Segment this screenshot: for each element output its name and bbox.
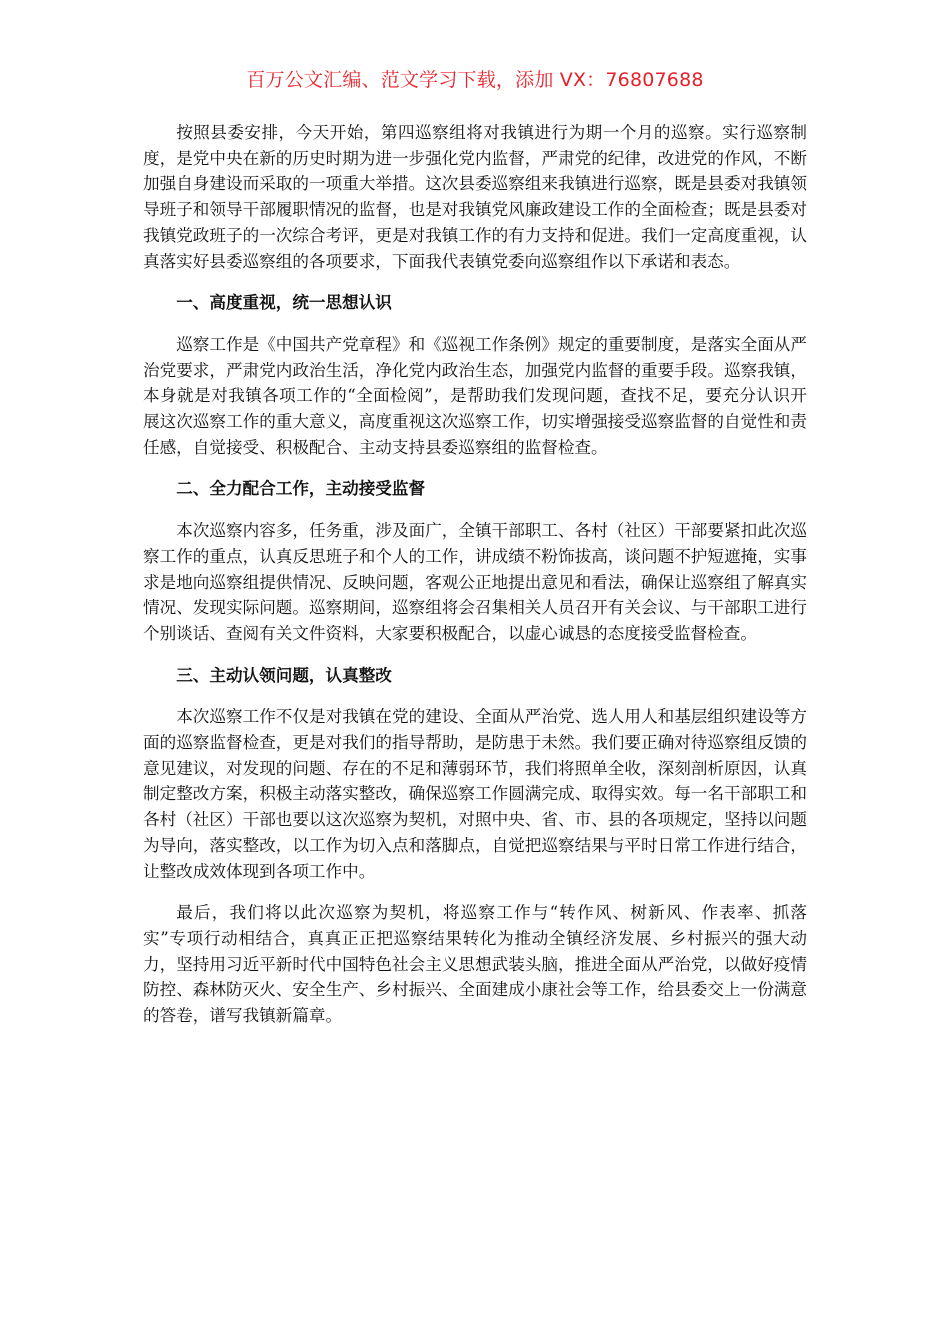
- section-2-heading: 二、全力配合工作，主动接受监督: [176, 479, 426, 499]
- intro-paragraph: 按照县委安排，今天开始，第四巡察组将对我镇进行为期一个月的巡察。实行巡察制度，是党中央在新的历史时期为进一步强化党内监督，严肃党的纪律，改进党的作风，不断加强自身建设而采取的一项重大举措。这次县委巡察组来我镇进行巡察，既是县委对我镇领导班子和领导干部履职情况的监督，也是对我镇党风廉政建设工作的全面检查；既是县委对我镇党政班子的一次综合考评，更是对我镇工作的有力支持和促进。我们一定高度重视，认真落实好县委巡察组的各项要求，下面我代表镇党委向巡察组作以下承诺和表态。: [143, 123, 807, 271]
- section-1-heading: 一、高度重视，统一思想认识: [176, 293, 392, 313]
- closing-paragraph: 最后，我们将以此次巡察为契机，将巡察工作与“转作风、树新风、作表率、抓落实”专项行动相结合，真真正正把巡察结果转化为推动全镇经济发展、乡村振兴的强大动力，坚持用习近平新时代中国特色社会主义思想武装头脑，推进全面从严治党，以做好疫情防控、森林防灭火、安全生产、乡村振兴、全面建成小康社会等工作，给县委交上一份满意的答卷，谱写我镇新篇章。: [143, 903, 807, 1026]
- document-body: [143, 120, 807, 1045]
- section-3-heading: 三、主动认领问题，认真整改: [176, 665, 392, 685]
- section-2-paragraph: 本次巡察内容多，任务重，涉及面广，全镇干部职工、各村（社区）干部要紧扣此次巡察工作的重点，认真反思班子和个人的工作，讲成绩不粉饰拔高，谈问题不护短遮掩，实事求是地向巡察组提供情况、反映问题，客观公正地提出意见和看法，确保让巡察组了解真实情况、发现实际问题。巡察期间，巡察组将会召集相关人员召开有关会议、与干部职工进行个别谈话、查阅有关文件资料，大家要积极配合，以虚心诚恳的态度接受监督检查。: [143, 521, 807, 643]
- section-3-paragraph: 本次巡察工作不仅是对我镇在党的建设、全面从严治党、选人用人和基层组织建设等方面的巡察监督检查，更是对我们的指导帮助，是防患于未然。我们要正确对待巡察组反馈的意见建议，对发现的问题、存在的不足和薄弱环节，我们将照单全收，深刻剖析原因，认真制定整改方案，积极主动落实整改，确保巡察工作圆满完成、取得实效。每一名干部职工和各村（社区）干部也要以这次巡察为契机，对照中央、省、市、县的各项规定，坚持以问题为导向，落实整改，以工作为切入点和落脚点，自觉把巡察结果与平时日常工作进行结合，让整改成效体现到各项工作中。: [143, 707, 807, 881]
- section-1-paragraph: 巡察工作是《中国共产党章程》和《巡视工作条例》规定的重要制度，是落实全面从严治党要求，严肃党内政治生活，净化党内政治生态，加强党内监督的重要手段。巡察我镇，本身就是对我镇各项工作的“全面检阅”，是帮助我们发现问题，查找不足，要充分认识开展这次巡察工作的重大意义，高度重视这次巡察工作，切实增强接受巡察监督的自觉性和责任感，自觉接受、积极配合、主动支持县委巡察组的监督检查。: [143, 334, 807, 457]
- header-banner: 百万公文汇编、范文学习下载，添加 VX：76807688: [246, 69, 704, 91]
